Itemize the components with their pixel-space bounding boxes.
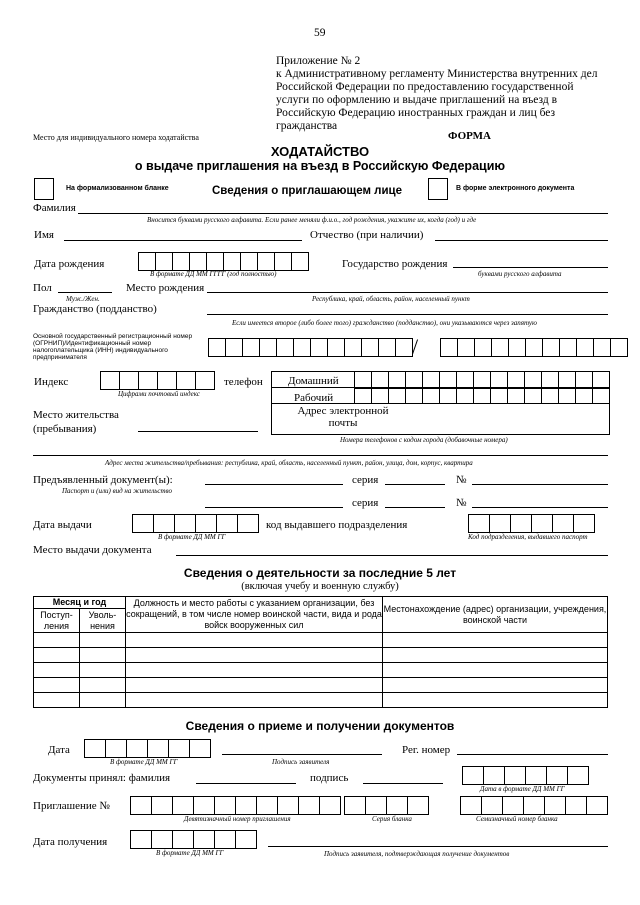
appendix-line-5: гражданства [276,120,338,132]
home-phone-cells[interactable] [354,371,610,388]
residence-label: Место жительства (пребывания) [33,409,119,435]
accept-date-hint: Дата в формате ДД ММ ГГ [480,785,565,793]
birth-place-hint: Республика, край, область, район, населенный пункт [312,295,470,303]
surname-hint: Вносится буквами русского алфавита. Если ранее меняли ф.и.о., год рождения, укажите их, когда (год) и где [147,216,477,224]
table-row[interactable] [34,648,608,663]
reg-number-field[interactable] [457,754,608,755]
section-documents-title: Сведения о приеме и получении документов [185,719,455,733]
accepted-by-field[interactable] [196,783,296,784]
residence-field-1[interactable] [138,431,258,432]
sex-label: Пол [33,282,52,294]
invitation-no-cells[interactable] [130,796,341,815]
number-label-2: № [456,497,467,509]
birth-date-label: Дата рождения [34,258,105,270]
name-field[interactable] [64,240,302,241]
phone-label: телефон [224,376,263,388]
table-row[interactable] [34,693,608,708]
date-cells[interactable] [84,739,211,758]
ogrnip-label: Основной государственный регистрационный номер (ОГРНИП)/Идентификационный номер налогоплательщика (ИНН) индивидуального предпринимателя [33,333,193,361]
invitation-no-hint: Девятизначный номер приглашения [184,815,291,823]
signature-field[interactable] [363,783,443,784]
citizenship-label: Гражданство (подданство) [33,303,157,315]
electronic-form-checkbox[interactable] [428,178,448,200]
presented-doc-field-2[interactable] [205,507,343,508]
table-row[interactable] [34,678,608,693]
birth-place-field[interactable] [207,292,608,293]
index-cells[interactable] [100,371,215,390]
series-label-1: серия [352,474,379,486]
table-row[interactable] [34,633,608,648]
appendix-title: Приложение № 2 [276,55,361,67]
surname-label: Фамилия [33,202,76,214]
fired-header: Уволь-нения [80,609,126,633]
accept-date-cells[interactable] [462,766,589,785]
index-label: Индекс [34,376,69,388]
appendix-line-3: услуги по оформлению и выдаче приглашений на въезд в [276,94,558,106]
appendix-line-4: Российскую Федерацию иностранных граждан и лиц без [276,107,556,119]
appendix-line-1: к Административному регламенту Министерства внутренних дел [276,68,598,80]
applicant-signature-hint: Подпись заявителя [272,758,330,766]
residence-field-2[interactable] [33,455,608,456]
patronymic-field[interactable] [435,240,608,241]
series-field-2[interactable] [385,507,445,508]
name-label: Имя [34,229,54,241]
electronic-form-label: В форме электронного документа [456,185,575,192]
dept-code-label: код выдавшего подразделения [266,519,408,531]
table-row[interactable] [34,663,608,678]
section-activity-note: (включая учебу и военную службу) [241,581,399,592]
birth-state-label: Государство рождения [342,258,448,270]
series-field-1[interactable] [385,484,445,485]
form-label: ФОРМА [448,130,491,142]
applicant-number-place: Место для индивидуального номера ходатайства [33,133,199,142]
date-hint: В формате ДД ММ ГГ [110,758,178,766]
number-field-1[interactable] [472,484,608,485]
section-activity-title: Сведения о деятельности за последние 5 лет [183,566,457,580]
receipt-signature-hint: Подпись заявителя, подтверждающая получение документов [324,850,510,858]
issue-place-label: Место выдачи документа [33,544,152,556]
issue-date-hint: В формате ДД ММ ГГ [158,533,226,541]
ogrnip-separator: / [412,334,419,359]
series-label-2: серия [352,497,379,509]
dept-code-hint: Код подразделения, выдавшего паспорт [468,533,588,541]
paper-form-checkbox[interactable] [34,178,54,200]
blank-number-cells[interactable] [460,796,608,815]
accepted-by-label: Документы принял: фамилия [33,772,171,784]
section-inviter-title: Сведения о приглашающем лице [212,185,402,197]
invitation-no-label: Приглашение № [33,800,110,812]
page-number: 59 [314,27,326,39]
receipt-date-cells[interactable] [130,830,257,849]
birth-state-hint: буквами русского алфавита [478,270,562,278]
doc-title: ХОДАТАЙСТВО [270,144,370,159]
appendix-line-2: Российской Федерации по предоставлению государственной [276,81,574,93]
date-label: Дата [48,744,70,756]
email-field[interactable] [400,404,608,433]
birth-date-hint: В формате ДД ММ ГГГГ (год полностью) [150,270,277,278]
dept-code-cells[interactable] [468,514,595,533]
inn-cells[interactable] [440,338,628,357]
home-phone-label: Домашний [288,375,339,387]
activity-table [33,596,608,708]
presented-doc-hint: Паспорт и (или) вид на жительство [62,487,172,495]
patronymic-label: Отчество (при наличии) [310,229,424,241]
doc-subtitle: о выдаче приглашения на въезд в Российскую Федерацию [134,159,506,173]
presented-doc-field-1[interactable] [205,484,343,485]
applicant-signature-field[interactable] [222,754,382,755]
position-header: Должность и место работы с указанием организации, без сокращений, в том числе номер воинской части, вида и рода войск вооруженных сил [126,597,383,633]
hired-header: Поступ-ления [34,609,80,633]
paper-form-label: На формализованном бланке [66,185,169,192]
ogrnip-cells[interactable] [208,338,413,357]
signature-label: подпись [310,772,349,784]
appendix-block [276,55,597,133]
index-hint: Цифрами почтовый индекс [118,390,200,398]
presented-doc-label: Предъявленный документ(ы): [33,474,173,486]
birth-state-field[interactable] [453,267,608,268]
work-phone-label: Рабочий [294,392,334,404]
birth-place-label: Место рождения [126,282,205,294]
reg-number-label: Рег. номер [402,744,451,756]
sex-field[interactable] [58,292,112,293]
blank-series-cells[interactable] [344,796,429,815]
birth-date-cells[interactable] [138,252,309,271]
blank-series-hint: Серия бланка [372,815,412,823]
surname-field[interactable] [78,213,608,214]
receipt-date-hint: В формате ДД ММ ГГ [156,849,224,857]
location-header: Местонахождение (адрес) организации, учреждения, воинской части [383,597,608,633]
address-hint: Адрес места жительства/пребывания: республика, край, область, населенный пункт, район, улица, дом, корпус, квартира [105,459,473,467]
citizenship-hint: Если имеется второе (либо более того) гражданство (подданство), они указываются через запятую [232,319,537,327]
phone-hint: Номера телефонов с кодом города (добавочные номера) [340,436,508,444]
citizenship-field[interactable] [207,314,608,315]
receipt-signature-field[interactable] [268,846,608,847]
issue-date-cells[interactable] [132,514,259,533]
issue-place-field[interactable] [176,555,608,556]
receipt-date-label: Дата получения [33,836,108,848]
number-label-1: № [456,474,467,486]
month-year-header: Месяц и год [34,597,126,609]
number-field-2[interactable] [472,507,608,508]
blank-number-hint: Семизначный номер бланка [476,815,558,823]
work-phone-cells[interactable] [354,388,610,404]
issue-date-label: Дата выдачи [33,519,92,531]
sex-hint: Муж./Жен. [66,295,100,303]
email-label: Адрес электронной почты [297,405,389,429]
